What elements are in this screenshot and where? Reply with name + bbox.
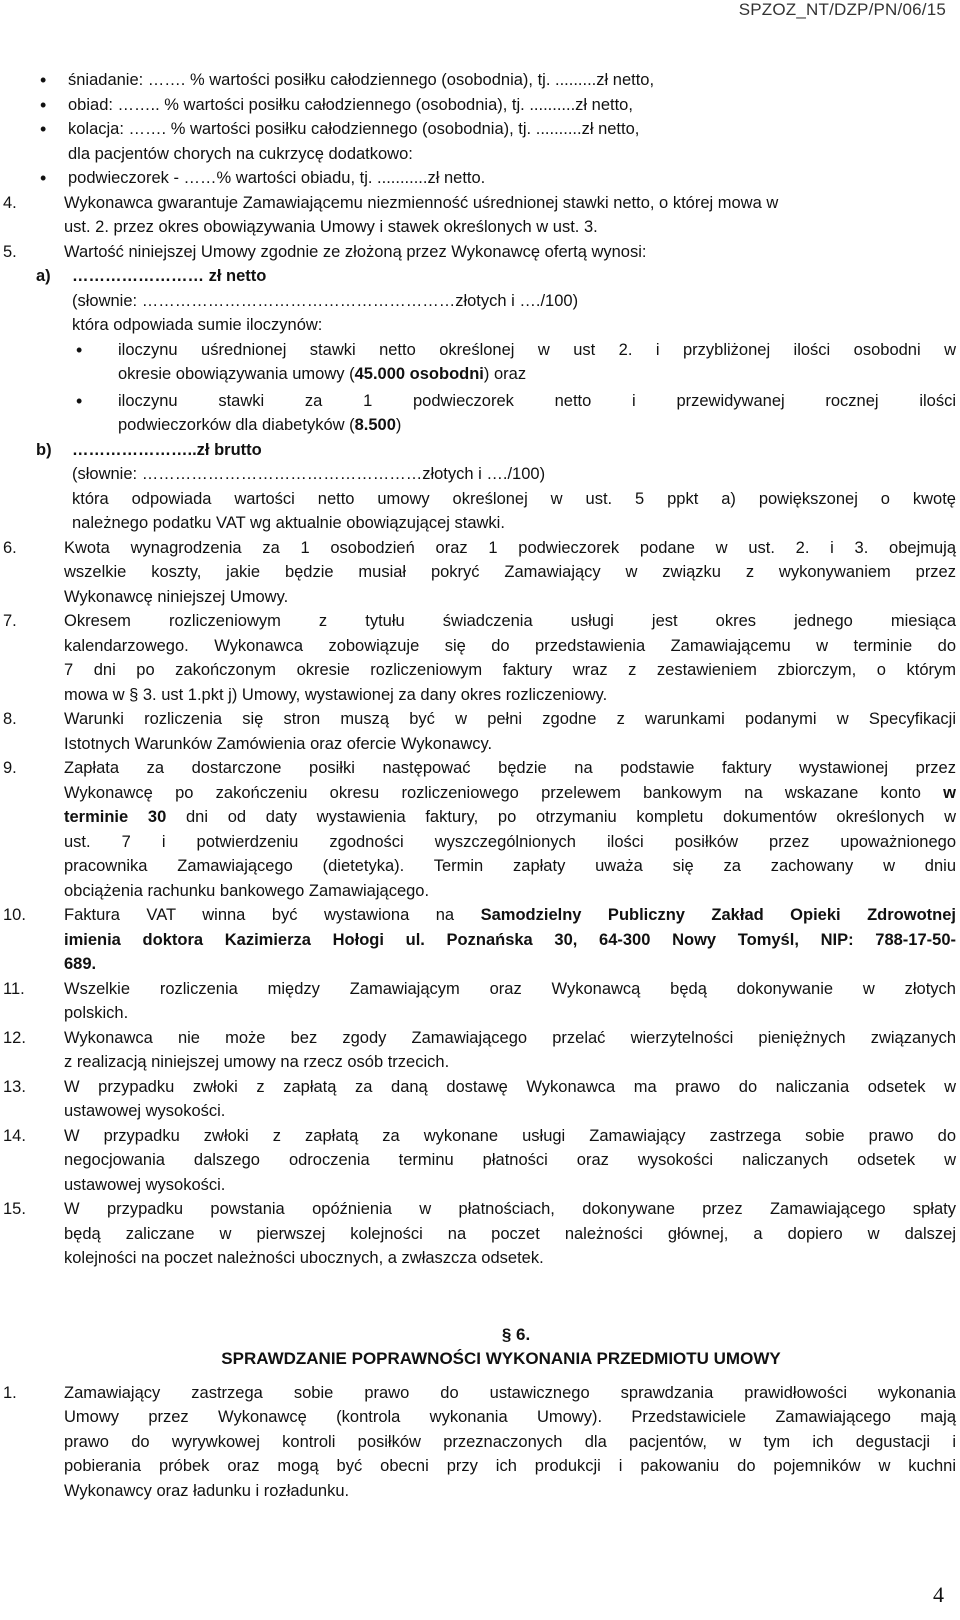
bullet-snack: • podwieczorek - ……% wartości obiadu, tj. ...........zł netto. — [36, 166, 956, 191]
section-mark: § 6. — [501, 1324, 531, 1344]
paragraph-6: 6. Kwota wynagrodzenia za 1 osobodzień oraz 1 podwieczorek podane w ust. 2. i 3. obejmują wszelkie koszty, jakie będzie musiał pokryć Zamawiający w związku z wykonywaniem przez Wykonawcę niniejszej Umowy. — [36, 536, 956, 610]
paragraph-number: 7. — [3, 612, 17, 630]
amount-gross-words: (słownie: ……………………………………………złotych i …./100) — [72, 465, 546, 483]
paragraph-10: 10. Faktura VAT winna być wystawiona na Samodzielny Publiczny Zakład Opieki Zdrowotnej imienia doktora Kazimierza Hołogi ul. Poznańska 30, 64-300 Nowy Tomyśl, NIP: 788-17-50- 689. — [36, 903, 956, 977]
paragraph-8: 8. Warunki rozliczenia się stron muszą być w pełni zgodne z warunkami podanymi w Specyfikacji Istotnych Warunków Zamówienia oraz ofercie Wykonawcy. — [36, 707, 956, 756]
paragraph-number: 10. — [3, 906, 26, 924]
bullet-dinner: • kolacja: ……. % wartości posiłku całodziennego (osobodnia), tj. ..........zł netto, — [36, 117, 956, 142]
paragraph-number: 4. — [3, 193, 17, 212]
paragraph-number: 14. — [3, 1126, 26, 1145]
paragraph-12: 12. Wykonawca nie może bez zgody Zamawiającego przelać wierzytelności pieniężnych związanych z realizacją niniejszej umowy na rzecz osób trzecich. — [36, 1026, 956, 1075]
paragraph-15: 15. W przypadku powstania opóźnienia w płatnościach, dokonywane przez Zamawiającego spłaty będą zaliczane w pierwszej kolejności na poczet należności głównej, a dopiero w dalszej kolejności na poczet należności ubocznych, a zwłaszcza odsetek. — [36, 1197, 956, 1271]
paragraph-number: 6. — [3, 538, 17, 557]
paragraph-number: 9. — [3, 759, 17, 777]
amount-net-words: (słownie: …………………………………………………złotych i …./100) — [72, 291, 579, 310]
option-b: b) …………………..zł brutto (słownie: ……………………………………………złotych i …./100) która odpowiada wartości netto umowy określonej w ust. 5 ppkt a) powiększonej o kwotę należnego podatku VAT wg aktualnie obowiązującej stawki. — [36, 438, 956, 536]
bullet-lunch: • obiad: …….. % wartości posiłku całodziennego (osobodnia), tj. ..........zł netto, — [36, 93, 956, 118]
paragraph-7: 7. Okresem rozliczeniowym z tytułu świadczenia usługi jest okres jednego miesiąca kalendarzowego. Wykonawca zobowiązuje się do przedstawienia Zamawiającemu w terminie do 7 dni po zakończonym okresie rozliczeniowym faktury wraz z zestawieniem zbiorczym, o którym mowa w § 3. ust 1.pkt j) Umowy, wystawionej za dany okres rozliczeniowy. — [36, 609, 956, 707]
section-title: SPRAWDZANIE POPRAWNOŚCI WYKONANIA PRZEDMIOTU UMOWY — [221, 1348, 781, 1368]
paragraph-9: 9. Zapłata za dostarczone posiłki następować będzie na podstawie faktury wystawionej przez Wykonawcę po zakończeniu okresu rozliczeniowego przelewem bankowym na wskazane konto w terminie 30 dni od daty wystawienia faktury, po otrzymaniu kompletu dokumentów określonych w ust. 7 i potwierdzeniu zgodności wyszczególnionych ilości posiłków przez upoważnionego pracownika Zamawiającego (dietetyka). Termin zapłaty uważa się za zachowany w dniu obciążenia rachunku bankowego Zamawiającego. — [36, 756, 956, 903]
paragraph-number: 15. — [3, 1200, 26, 1218]
option-a: a) …………………… zł netto (słownie: …………………………………………………złotych i …./100) która odpowiada sumie iloczynów: • iloczynu uśrednionej stawki netto określonej w ust 2. i przybliżonej ilości osobodni w okresie obowiązywania umowy (45.000 osobodni) oraz • iloczynu stawki za 1 podwieczorek netto i przewidywanej rocznej ilości podwieczorków dla diabetyków (8.500) — [36, 264, 956, 438]
section6-paragraph-1: 1. Zamawiający zastrzega sobie prawo do ustawicznego sprawdzania prawidłowości wykonania Umowy przez Wykonawcę (kontrola wykonania Umowy). Przedstawiciele Zamawiającego mają prawo do wyrywkowej kontroli posiłków przeznaczonych dla pacjentów, w tym ich degustacji i pobierania próbek oraz mogą być obecni przy ich produkcji i pakowaniu do pojemników w kuchni Wykonawcy oraz ładunku i rozładunku. — [36, 1381, 956, 1504]
product-bullet-1: • iloczynu uśrednionej stawki netto określonej w ust 2. i przybliżonej ilości osobodni w okresie obowiązywania umowy (45.000 osobodni) oraz — [72, 338, 956, 387]
product-bullet-2: • iloczynu stawki za 1 podwieczorek netto i przewidywanej rocznej ilości podwieczorków dla diabetyków (8.500) — [72, 389, 956, 438]
paragraph-number: 11. — [3, 979, 25, 998]
document-body — [3, 68, 957, 1503]
paragraph-number: 8. — [3, 710, 17, 728]
document-code: SPZOZ_NT/DZP/PN/06/15 — [738, 0, 946, 19]
diabetic-intro: dla pacjentów chorych na cukrzycę dodatkowo: — [68, 144, 413, 163]
paragraph-11: 11. Wszelkie rozliczenia między Zamawiającym oraz Wykonawcą będą dokonywanie w złotych polskich. — [36, 977, 956, 1026]
amount-gross: …………………..zł brutto — [72, 440, 262, 459]
paragraph-number: 13. — [3, 1077, 26, 1096]
paragraph-number: 5. — [3, 242, 17, 261]
amount-net: …………………… zł netto — [72, 267, 267, 285]
paragraph-5: 5. Wartość niniejszej Umowy zgodnie ze złożoną przez Wykonawcę ofertą wynosi: a) …………………… zł netto (słownie: …………………………………………………złotych i …./100) która odpowiada sumie iloczynów: • iloczynu uśrednionej stawki netto określonej w ust 2. i przybliżonej ilości osobodni w okresie obowiązywania umowy (45.000 osobodni) oraz • iloczynu stawki za 1 podwieczorek netto i przewidywanej rocznej ilości podwieczorków dla diabetyków (8.500) b) …………………..zł brutto (słownie: ……………………………………………złotych i …./100) która odpowiada wartości netto umowy określonej w ust. 5 ppkt a) powiększonej o kwotę należnego podatku VAT wg aktualnie obowiązującej stawki. — [36, 240, 956, 536]
paragraph-4: 4. Wykonawca gwarantuje Zamawiającemu niezmienność uśrednionej stawki netto, o której mowa w ust. 2. przez okres obowiązywania Umowy i stawek określonych w ust. 3. — [36, 191, 956, 240]
page-number: 4 — [933, 1582, 944, 1607]
paragraph-14: 14. W przypadku zwłoki z zapłatą za wykonane usługi Zamawiający zastrzega sobie prawo do negocjowania dalszego odroczenia terminu płatności oraz wysokości naliczanych odsetek w ustawowej wysokości. — [36, 1124, 956, 1198]
paragraph-number: 1. — [3, 1383, 17, 1402]
bullet-breakfast: • śniadanie: ……. % wartości posiłku całodziennego (osobodnia), tj. .........zł netto, — [36, 68, 956, 93]
paragraph-13: 13. W przypadku zwłoki z zapłatą za daną dostawę Wykonawca ma prawo do naliczania odsetek w ustawowej wysokości. — [36, 1075, 956, 1124]
paragraph-number: 12. — [3, 1028, 26, 1047]
